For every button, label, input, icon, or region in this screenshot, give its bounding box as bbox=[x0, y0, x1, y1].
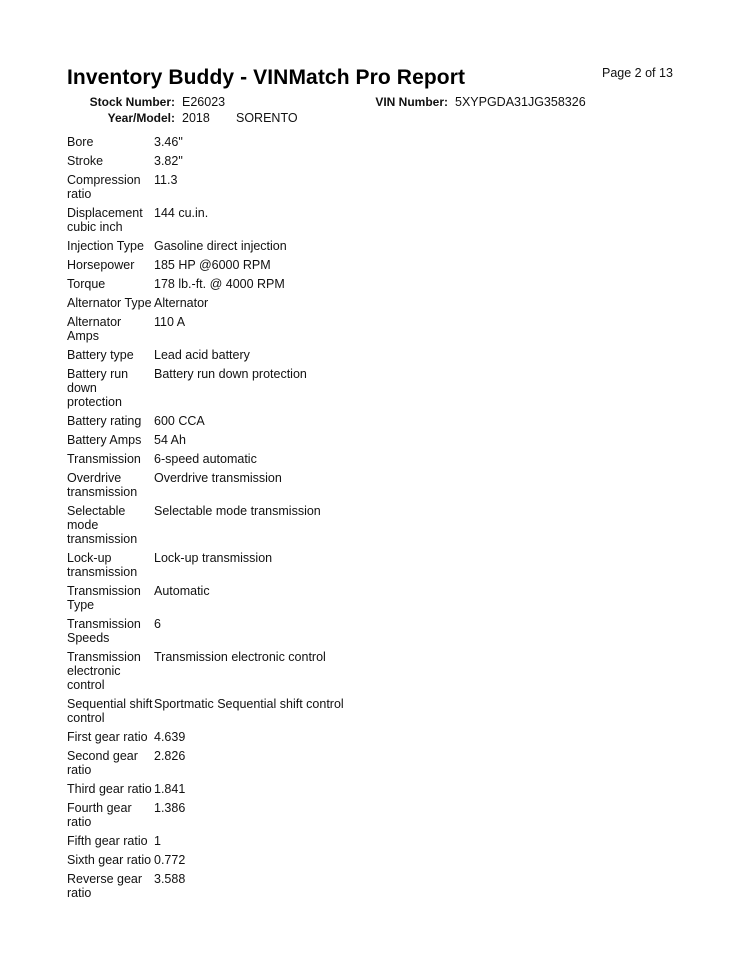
spec-label: Battery rating bbox=[67, 414, 142, 428]
spec-row bbox=[67, 730, 344, 749]
spec-label: Second gear ratio bbox=[67, 749, 138, 777]
spec-value: 1 bbox=[154, 834, 161, 848]
spec-label: Third gear ratio bbox=[67, 782, 152, 796]
spec-value: 54 Ah bbox=[154, 433, 186, 447]
spec-label: Battery Amps bbox=[67, 433, 142, 447]
spec-value: 178 lb.-ft. @ 4000 RPM bbox=[154, 277, 285, 291]
spec-row bbox=[67, 239, 344, 258]
spec-value: Battery run down protection bbox=[154, 367, 307, 381]
spec-value: Selectable mode transmission bbox=[154, 504, 321, 518]
spec-label: Sequential shift control bbox=[67, 697, 153, 725]
spec-row bbox=[67, 433, 344, 452]
spec-label: Battery run down protection bbox=[67, 367, 129, 409]
stock-number-label: Stock Number: bbox=[89, 95, 175, 109]
spec-label: Bore bbox=[67, 135, 94, 149]
spec-label: Injection Type bbox=[67, 239, 144, 253]
spec-row bbox=[67, 504, 344, 551]
spec-value: 3.82" bbox=[154, 154, 183, 168]
spec-label: Transmission Speeds bbox=[67, 617, 141, 645]
spec-row bbox=[67, 853, 344, 872]
spec-label: Transmission bbox=[67, 452, 141, 466]
spec-label: Transmission Type bbox=[67, 584, 141, 612]
spec-label: Fifth gear ratio bbox=[67, 834, 148, 848]
spec-row bbox=[67, 650, 344, 697]
spec-value: 6-speed automatic bbox=[154, 452, 257, 466]
spec-value: Alternator bbox=[154, 296, 209, 310]
spec-value: Automatic bbox=[154, 584, 210, 598]
spec-value: Transmission electronic control bbox=[154, 650, 326, 664]
spec-value: 600 CCA bbox=[154, 414, 205, 428]
spec-value: 2.826 bbox=[154, 749, 186, 763]
spec-value: Lead acid battery bbox=[154, 348, 250, 362]
year-model-label: Year/Model: bbox=[107, 111, 175, 125]
spec-row bbox=[67, 296, 344, 315]
spec-row bbox=[67, 872, 344, 905]
spec-label: Battery type bbox=[67, 348, 134, 362]
spec-value: 11.3 bbox=[154, 173, 178, 187]
spec-row bbox=[67, 206, 344, 239]
vin-number-label: VIN Number: bbox=[375, 95, 448, 109]
spec-row bbox=[67, 348, 344, 367]
page-number: Page 2 of 13 bbox=[602, 66, 673, 80]
spec-label: Alternator Amps bbox=[67, 315, 122, 343]
spec-value: 6 bbox=[154, 617, 161, 631]
spec-label: Lock-up transmission bbox=[67, 551, 138, 579]
spec-row bbox=[67, 277, 344, 296]
spec-row bbox=[67, 315, 344, 348]
spec-label: Compression ratio bbox=[67, 173, 141, 201]
spec-value: 1.386 bbox=[154, 801, 186, 815]
spec-row bbox=[67, 452, 344, 471]
spec-value: 3.588 bbox=[154, 872, 186, 886]
vin-number-value: 5XYPGDA31JG358326 bbox=[455, 95, 586, 109]
stock-number-value: E26023 bbox=[182, 95, 226, 109]
spec-value: Gasoline direct injection bbox=[154, 239, 287, 253]
spec-label: Overdrive transmission bbox=[67, 471, 138, 499]
spec-table bbox=[67, 135, 344, 905]
spec-label: Alternator Type bbox=[67, 296, 152, 310]
spec-row bbox=[67, 154, 344, 173]
spec-value: 1.841 bbox=[154, 782, 186, 796]
spec-label: Displacement cubic inch bbox=[67, 206, 143, 234]
spec-row bbox=[67, 135, 344, 154]
spec-value: 110 A bbox=[154, 315, 186, 329]
spec-value: 4.639 bbox=[154, 730, 186, 744]
spec-value: 3.46" bbox=[154, 135, 183, 149]
year-value: 2018 bbox=[182, 111, 210, 125]
spec-row bbox=[67, 367, 344, 414]
spec-label: Sixth gear ratio bbox=[67, 853, 152, 867]
spec-row bbox=[67, 782, 344, 801]
spec-row bbox=[67, 834, 344, 853]
model-value: SORENTO bbox=[236, 111, 298, 125]
spec-row bbox=[67, 471, 344, 504]
spec-label: Fourth gear ratio bbox=[67, 801, 132, 829]
spec-row bbox=[67, 749, 344, 782]
spec-value: 185 HP @6000 RPM bbox=[154, 258, 271, 272]
spec-label: First gear ratio bbox=[67, 730, 148, 744]
spec-row bbox=[67, 173, 344, 206]
spec-row bbox=[67, 697, 344, 730]
spec-row bbox=[67, 551, 344, 584]
spec-value: Sportmatic Sequential shift control bbox=[154, 697, 344, 711]
spec-value: 0.772 bbox=[154, 853, 186, 867]
spec-table-body bbox=[67, 135, 344, 905]
spec-row bbox=[67, 258, 344, 277]
spec-value: Lock-up transmission bbox=[154, 551, 273, 565]
spec-row bbox=[67, 584, 344, 617]
spec-row bbox=[67, 617, 344, 650]
spec-value: Overdrive transmission bbox=[154, 471, 282, 485]
spec-label: Torque bbox=[67, 277, 106, 291]
report-title: Inventory Buddy - VINMatch Pro Report bbox=[67, 66, 466, 89]
spec-row bbox=[67, 414, 344, 433]
spec-label: Transmission electronic control bbox=[67, 650, 141, 692]
spec-label: Stroke bbox=[67, 154, 104, 168]
spec-row bbox=[67, 801, 344, 834]
spec-label: Reverse gear ratio bbox=[67, 872, 143, 900]
spec-value: 144 cu.in. bbox=[154, 206, 209, 220]
spec-label: Horsepower bbox=[67, 258, 135, 272]
spec-label: Selectable mode transmission bbox=[67, 504, 138, 546]
